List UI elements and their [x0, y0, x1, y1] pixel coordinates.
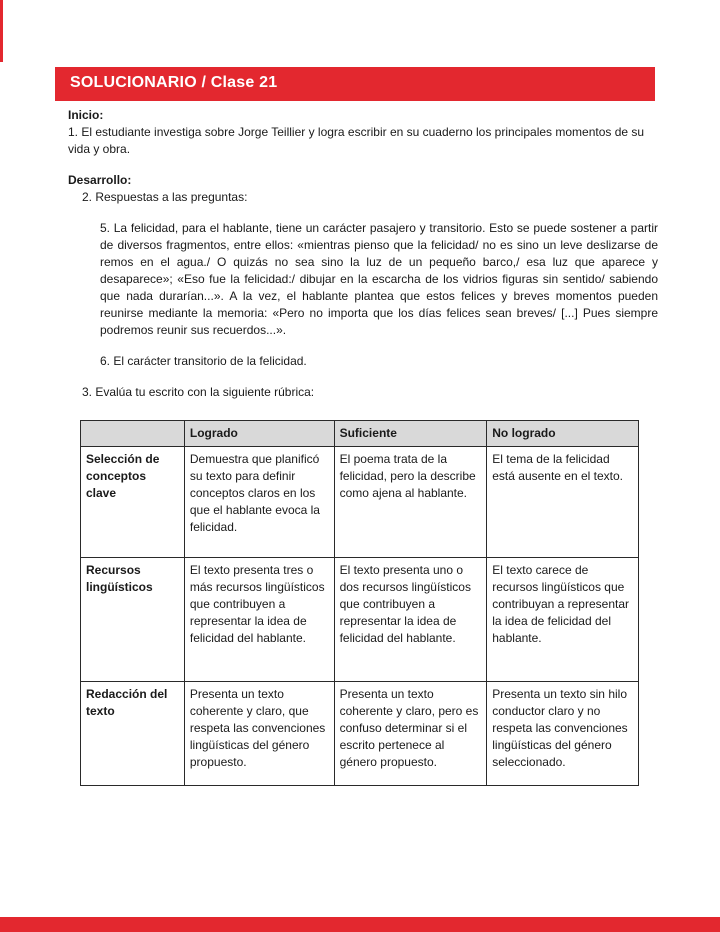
- header-banner: [55, 67, 655, 101]
- answer-5: 5. La felicidad, para el hablante, tiene un carácter pasajero y transitorio. Esto se puede sostener a partir de diversos fragmentos, entre ellos: «mientras pienso que la felicidad/ no es sino un leve deslizarse de remos en el agua./ O quizás no sea sino la luz de un pequeño barco,/ esa luz que aparece y desaparece»; «Eso fue la felicidad:/ dibujar en la escarcha de los vidrios figuras sin sentido/ sabiendo que nada durarían...». A la vez, el hablante plantea que estos felices y breves momentos pueden reunirse mediante la memoria: «Pero no importa que los días felices sean breves/ [...] Pues siempre podremos reunir sus recuerdos...».: [100, 221, 658, 337]
- document-body: [68, 107, 658, 401]
- rubric-header-suficiente: Suficiente: [334, 421, 487, 447]
- inicio-label: Inicio:: [68, 108, 104, 122]
- rubric-table: [80, 420, 639, 786]
- desarrollo-label: Desarrollo:: [68, 173, 132, 187]
- rubric-cell-no-logrado: El tema de la felicidad está ausente en el texto.: [487, 447, 639, 558]
- rubric-cell-logrado: El texto presenta tres o más recursos lingüísticos que contribuyen a representar la idea de felicidad del hablante.: [184, 558, 334, 682]
- answer-6: 6. El carácter transitorio de la felicidad.: [100, 354, 307, 368]
- rubric-criterion: Selección de conceptos clave: [81, 447, 185, 558]
- desarrollo-item-2: 2. Respuestas a las preguntas:: [82, 190, 248, 204]
- rubric-header-logrado: Logrado: [184, 421, 334, 447]
- rubric-criterion: Recursos lingüísticos: [81, 558, 185, 682]
- rubric-header-empty: [81, 421, 185, 447]
- rubric-header-row: [81, 421, 639, 447]
- rubric-cell-no-logrado: El texto carece de recursos lingüísticos que contribuyan a representar la idea de felicidad del hablante.: [487, 558, 639, 682]
- rubric-cell-logrado: Presenta un texto coherente y claro, que respeta las convenciones lingüísticas del género propuesto.: [184, 682, 334, 786]
- rubric-cell-suficiente: El poema trata de la felicidad, pero la describe como ajena al hablante.: [334, 447, 487, 558]
- rubric-criterion: Redacción del texto: [81, 682, 185, 786]
- table-row: [81, 682, 639, 786]
- rubric-cell-no-logrado: Presenta un texto sin hilo conductor claro y no respeta las convenciones lingüísticas del género seleccionado.: [487, 682, 639, 786]
- rubric-cell-suficiente: El texto presenta uno o dos recursos lingüísticos que contribuyen a representar la idea de felicidad del hablante.: [334, 558, 487, 682]
- desarrollo-item-3: 3. Evalúa tu escrito con la siguiente rúbrica:: [82, 385, 315, 399]
- inicio-item-1: 1. El estudiante investiga sobre Jorge Teillier y logra escribir en su cuaderno los principales momentos de su vida y obra.: [68, 125, 645, 156]
- table-row: [81, 558, 639, 682]
- left-accent-stripe: [0, 0, 3, 62]
- rubric-header-no-logrado: No logrado: [487, 421, 639, 447]
- rubric-cell-suficiente: Presenta un texto coherente y claro, pero es confuso determinar si el escrito pertenece al género propuesto.: [334, 682, 487, 786]
- rubric-cell-logrado: Demuestra que planificó su texto para definir conceptos claros en los que el hablante evoca la felicidad.: [184, 447, 334, 558]
- footer-bar: [0, 917, 720, 932]
- table-row: [81, 447, 639, 558]
- page-title: SOLUCIONARIO / Clase 21: [70, 74, 278, 91]
